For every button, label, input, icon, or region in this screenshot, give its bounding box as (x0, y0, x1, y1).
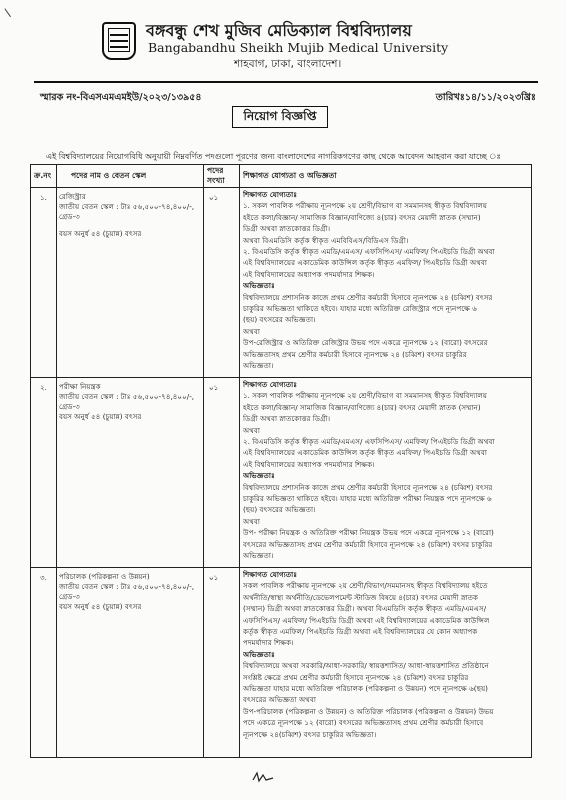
intro-text: এই বিশ্ববিদ্যালয়ের নিয়োগবিধি অনুযায়ী নিম্নবর্ণিত পদগুলো পূরণের জন্য বাংলাদেশের নাগরিকগণের কাছ থেকে আবেদন আহবান করা যাচ্ছে ঃ (46, 152, 501, 161)
qualification-line: হইতে কলা/বিজ্ঞান/ সামাজিক বিজ্ঞান/বাণিজ্যে ৪(চার) বৎসর মেয়াদী স্নাতক (সম্মান) (243, 212, 481, 222)
column-divider (203, 165, 204, 757)
row-divider (31, 187, 531, 188)
qualification-line: অথবা বিএমডিসি কর্তৃক স্বীকৃত এমবিবিএস/বিডিএস ডিগ্রী। (243, 235, 409, 245)
header-divider (34, 81, 538, 83)
qualification-line: (ছয়) বৎসরের অভিজ্ঞতা। (243, 315, 316, 325)
qualification-line: এফসিপিএস/ এমফিল/ পিএইচডি ডিগ্রী অথবা এই বিশ্ববিদ্যালয়ের একাডেমিক কাউন্সিল (243, 615, 490, 625)
row-serial: ৩. (40, 573, 47, 582)
qualification-line: অভিজ্ঞতাঃ (243, 281, 275, 291)
university-name-bn: বঙ্গবন্ধু শেখ মুজিব মেডিক্যাল বিশ্ববিদ্যালয় (146, 21, 412, 40)
qualification-line: ১. সকল পাবলিক পরীক্ষায় ন্যূনপক্ষে ২য় শ্রেণী/বিভাগ বা সমমানসহ স্বীকৃত বিশ্ববিদ্যালয় (243, 201, 488, 211)
row-divider (31, 377, 531, 378)
age-limit: বয়স অনুর্ধ ৫৪ (চুয়ান্ন) বৎসর (59, 602, 142, 611)
row-serial: ১. (40, 193, 47, 202)
qualification-line: অভিজ্ঞতা। (243, 551, 274, 560)
qualification-line: বিশ্ববিদ্যালয়ে প্রশাসনিক কাজে প্রথম শ্রেণীর কর্মচারী হিসাবে ন্যূনপক্ষে ২৪ (চব্বিশ) বৎসর (243, 482, 493, 492)
post-count: ০১ (209, 383, 219, 392)
qualification-line: উপ- পরীক্ষা নিয়ন্ত্রক ও অতিরিক্ত পরীক্ষা নিয়ন্ত্রক উভয় পদে একত্রে ন্যূনপক্ষে ১২ (বারো) (243, 528, 494, 538)
qualification-line: হইতে কলা/বিজ্ঞান/ সামাজিক বিজ্ঞান/বাণিজ্যে ৪(চার) বৎসর মেয়াদী স্নাতক (সম্মান) (243, 402, 481, 412)
qualification-line: ২. বিএমডিসি কর্তৃক স্বীকৃত এমডি/এমএস/ এফসিপিএস/ এমফিল/ পিএইচডি ডিগ্রী অথবা (243, 437, 495, 446)
qualification-line: শিক্ষাগত যোগ্যতাঃ (243, 380, 298, 389)
university-address: শাহবাগ, ঢাকা, বাংলাদেশ। (234, 58, 342, 70)
qualification-line: এই বিশ্ববিদ্যালয়ের অধ্যাপক পদমর্যাদার শিক্ষক। (243, 269, 375, 279)
qualification-line: বিশ্ববিদ্যালয়ে অথবা সরকারি/আধা-সরকারি/ স্বায়ত্তশাসিত/ আধা-স্বায়ত্তশাসিত প্রতিষ্ঠানে (243, 661, 489, 671)
post-count: ০১ (209, 573, 219, 582)
qualification-line: উপ-রেজিস্ট্রার ও অতিরিক্ত রেজিস্ট্রার উভয় পদে একত্রে ন্যূনপক্ষে ১২ (বারো) বৎসরের (243, 338, 488, 348)
vacancy-table (30, 164, 532, 758)
grade: গ্রেড-৩ (59, 592, 80, 601)
qualification-line: উপ-পরিচালক (পরিকল্পনা ও উন্নয়ন) ও অতিরিক্ত পরিচালক (পরিকল্পনা ও উন্নয়ন) উভয় (243, 706, 494, 716)
qualification-line: এই বিশ্ববিদ্যালয়ের একাডেমিক কাউন্সিল কর্তৃক স্বীকৃত এমফিল/ পিএইচডি ডিগ্রী অথবা (243, 448, 487, 458)
post-name: রেজিস্ট্রার (59, 192, 86, 201)
notice-title: নিয়োগ বিজ্ঞপ্তি (232, 106, 328, 128)
column-divider (239, 165, 240, 757)
qualification-line: এই বিশ্ববিদ্যালয়ের অধ্যাপক পদমর্যাদার শিক্ষক। (243, 459, 375, 469)
header-qualification: শিক্ষাগত যোগ্যতা ও অভিজ্ঞতা (243, 171, 337, 180)
qualification-line: শিক্ষাগত যোগ্যতাঃ (243, 190, 298, 199)
qualification-line: সংশ্লিষ্ট ক্ষেত্রে প্রথম শ্রেণীর কর্মচারী হিসাবে ন্যূনপক্ষে ২৪ (চব্বিশ) বৎসর চাকুরির (243, 672, 469, 682)
pay-scale: জাতীয় বেতন স্কেল : টাঃ ৫৬,৫০০-৭৪,৪০০/-, (59, 582, 195, 591)
qualification-line: পদে একত্রে ন্যূনপক্ষে ১২ (বারো) বৎসরের অভিজ্ঞতাসহ প্রথম শ্রেণীর কর্মচারী হিসাবে (243, 718, 484, 728)
qualification-line: বৎসরের অভিজ্ঞতাসহ প্রথম শ্রেণীর কর্মচারী হিসাবে ন্যূনপক্ষে ২৪ (চব্বিশ) বৎসর চাকুরির (243, 539, 493, 549)
row-divider (31, 567, 531, 568)
qualification-line: এই বিশ্ববিদ্যালয়ের একাডেমিক কাউন্সিল কর্তৃক স্বীকৃত এমফিল/ পিএইচডি ডিগ্রী অথবা (243, 258, 487, 268)
qualification-line: অথবা (243, 326, 260, 336)
university-logo (102, 22, 136, 60)
qualification-line: ১. সকল পাবলিক পরীক্ষায় ন্যূনপক্ষে ২য় শ্রেণী/বিভাগ বা সমমানসহ স্বীকৃত বিশ্ববিদ্যালয় (243, 391, 488, 401)
column-divider (56, 165, 57, 757)
qualification-line: অভিজ্ঞতাঃ (243, 471, 275, 481)
qualification-line: বিশ্ববিদ্যালয়ে প্রশাসনিক কাজে প্রথম শ্রেণীর কর্মচারী হিসাবে ন্যূনপক্ষে ২৪ (চব্বিশ) বৎসর (243, 292, 493, 302)
qualification-line: অভিজ্ঞতা। (243, 361, 274, 370)
grade: গ্রেড-৩ (59, 212, 80, 221)
qualification-line: অথবা (243, 425, 260, 435)
memo-number: স্মারক নং-বিএসএমএমইউ/২০২৩/১৩৯৫৪ (40, 92, 202, 103)
post-name: পরীক্ষা নিয়ন্ত্রক (59, 382, 101, 391)
qualification-line: ন্যূনপক্ষে ২৪(চব্বিশ) বৎসর চাকুরির অভিজ্ঞতা। (243, 729, 377, 739)
qualification-line: কর্তৃক স্বীকৃত এমফিল/ পিএইচডি ডিগ্রী অথবা এই বিশ্ববিদ্যালয়ের যে কোন অধ্যাপক (243, 627, 478, 636)
qualification-line: অর্থনীতি/স্বাস্থ্য অর্থনীতি/ডেভেলপমেন্ট স্টাডিজ বিষয়ে ৪(চার) বৎসর মেয়াদী স্নাতক (243, 592, 479, 602)
qualification-line: ডিগ্রী অথবা স্নাতকোত্তর ডিগ্রী। (243, 414, 331, 424)
post-name: পরিচালক (পরিকল্পনা ও উন্নয়ন) (59, 572, 150, 581)
grade: গ্রেড-৩ (59, 402, 80, 411)
header-count: সংখ্যা (207, 176, 225, 185)
age-limit: বয়স অনুর্ধ ৫৪ (চুয়ান্ন) বৎসর (59, 229, 142, 238)
qualification-line: সকল পাবলিক পরীক্ষায় ন্যূনপক্ষে ২য় শ্রেণী/বিভাগ/সমমানসহ স্বীকৃত বিশ্ববিদ্যালয় হইতে (243, 581, 488, 591)
qualification-line: অথবা (243, 516, 260, 526)
header-post: পদের নাম ও বেতন স্কেল (71, 171, 147, 180)
qualification-line: ২. বিএমডিসি কর্তৃক স্বীকৃত এমডি/এমএস/ এফসিপিএস/ এমফিল/ পিএইচডি ডিগ্রী অথবা (243, 247, 495, 256)
qualification-line: (ছয়) বৎসরের অভিজ্ঞতা। (243, 505, 316, 515)
pay-scale: জাতীয় বেতন স্কেল : টাঃ ৫৬,৫০০-৭৪,৪০০/-, (59, 202, 195, 211)
pay-scale: জাতীয় বেতন স্কেল : টাঃ ৫৬,৫০০-৭৪,৪০০/-, (59, 392, 195, 401)
qualification-line: পদমর্যাদার শিক্ষক। (243, 638, 294, 648)
row-serial: ২. (40, 383, 47, 392)
notice-date: তারিখঃ১৪/১১/২০২৩খ্রিঃ (435, 92, 536, 103)
qualification-line: অভিজ্ঞতাঃ (243, 649, 275, 659)
qualification-line: শিক্ষাগত যোগ্যতাঃ (243, 570, 298, 579)
header-serial: ক্র.নং (34, 171, 52, 180)
university-name-en: Bangabandhu Sheikh Mujib Medical University (148, 40, 449, 55)
header-count: পদের (207, 166, 224, 175)
qualification-line: চাকুরির অভিজ্ঞতা থাকিতে হইবে। যাহার মধ্যে অতিরিক্ত রেজিস্ট্রার পদে ন্যূনপক্ষে ৬ (243, 304, 477, 313)
qualification-line: চাকুরির অভিজ্ঞতা থাকিতে হইবে। যাহার মধ্যে অতিরিক্ত পরীক্ষা নিয়ন্ত্রক পদে ন্যূনপক্ষে ৬ (243, 494, 492, 503)
post-count: ০১ (209, 193, 219, 202)
signature-mark (252, 770, 274, 784)
qualification-line: বৎসরের অভিজ্ঞতা অথবা (243, 695, 316, 705)
qualification-line: অভিজ্ঞতা যাহার মধ্যে অতিরিক্ত পরিচালক (পরিকল্পনা ও উন্নয়ন) পদে ন্যূনপক্ষে ৬(ছয়) (243, 684, 488, 693)
qualification-line: (সম্মান) ডিগ্রী অথবা স্নাতকোত্তর ডিগ্রী। অথবা বিএমডিসি কর্তৃক স্বীকৃত এমডি/এমএস/ (243, 604, 487, 614)
qualification-line: অভিজ্ঞতাসহ প্রথম শ্রেণীর কর্মচারী হিসাবে ন্যূনপক্ষে ২৪ (চব্বিশ) বৎসর চাকুরির (243, 349, 467, 359)
pen-mark (4, 1, 21, 17)
age-limit: বয়স অনুর্ধ ৫৪ (চুয়ান্ন) বৎসর (59, 412, 142, 421)
qualification-line: ডিগ্রী অথবা স্নাতকোত্তর ডিগ্রী। (243, 224, 331, 234)
